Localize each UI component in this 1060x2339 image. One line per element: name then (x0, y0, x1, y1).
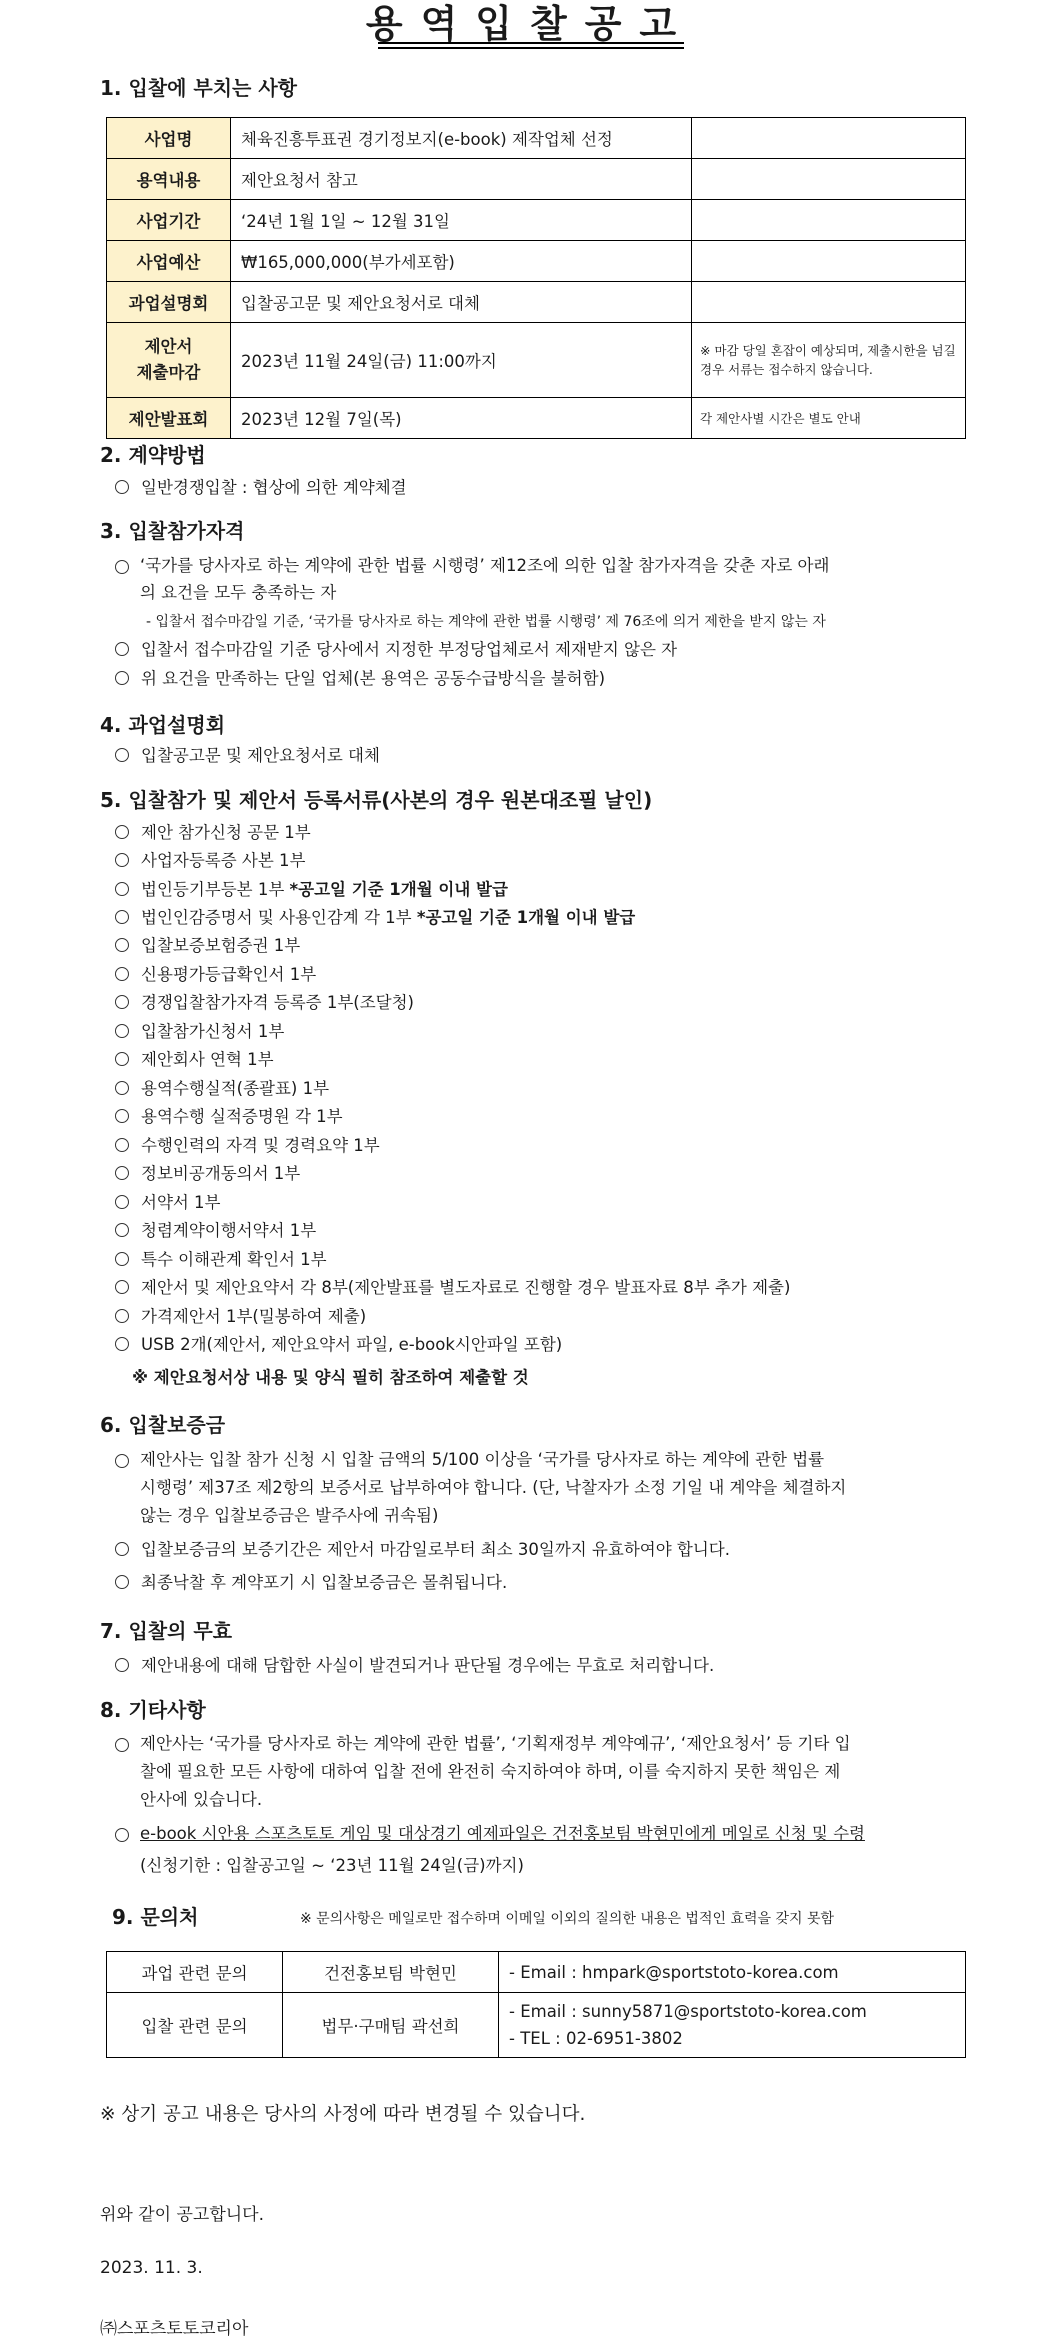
change-notice: ※ 상기 공고 내용은 당사의 사정에 따라 변경될 수 있습니다. (100, 2104, 586, 2125)
section-heading: 6. 입찰보증금 (100, 1413, 226, 1437)
list-item: 위 요건을 만족하는 단일 업체(본 용역은 공동수급방식을 불허함) (115, 665, 605, 693)
table-row (107, 1952, 966, 1993)
title-underline (378, 42, 684, 44)
section-heading: 4. 과업설명회 (100, 713, 226, 737)
list-item: 용역수행실적(종괄표) 1부 (115, 1075, 329, 1103)
contact-person: 법무·구매팀 곽선희 (283, 1993, 499, 2058)
list-item: e-book 시안용 스포츠토토 게임 및 대상경기 예제파일은 건전홍보팀 박현민에게 메일로 신청 및 수령 (140, 1820, 865, 1848)
list-item: 사업자등록증 사본 1부 (115, 847, 305, 875)
row-label: 사업예산 (107, 241, 231, 282)
table-row (107, 241, 966, 282)
list-item: 용역수행 실적증명원 각 1부 (115, 1103, 343, 1131)
table-row (107, 159, 966, 200)
list-item: 입찰서 접수마감일 기준 당사에서 지정한 부정당업체로서 제재받지 않은 자 (115, 636, 677, 664)
list-item: 제안사는 ‘국가를 당사자로 하는 계약에 관한 법률’, ‘기획재정부 계약예규’, ‘제안요청서’ 등 기타 입 (140, 1730, 851, 1758)
table-row (107, 282, 966, 323)
row-label (107, 323, 231, 398)
list-item: 제안회사 연혁 1부 (115, 1046, 274, 1074)
row-value: 2023년 12월 7일(목) (231, 398, 692, 439)
contact-note: ※ 문의사항은 메일로만 접수하며 이메일 이외의 질의한 내용은 법적인 효력을 갖지 못함 (300, 1911, 835, 1927)
row-note (692, 159, 966, 200)
list-item: 정보비공개동의서 1부 (115, 1160, 300, 1188)
table-row (107, 200, 966, 241)
section-heading: 8. 기타사항 (100, 1698, 206, 1722)
row-value: 2023년 11월 24일(금) 11:00까지 (231, 323, 692, 398)
list-item: 신용평가등급확인서 1부 (115, 961, 316, 989)
table-row (107, 398, 966, 439)
list-item (115, 904, 635, 932)
list-item: 입찰보증금의 보증기간은 제안서 마감일로부터 최소 30일까지 유효하여야 합니다. (115, 1536, 730, 1564)
list-item: 수행인력의 자격 및 경력요약 1부 (115, 1132, 380, 1160)
title-underline (378, 47, 684, 49)
list-item: 서약서 1부 (115, 1189, 221, 1217)
list-item (115, 876, 508, 904)
row-value: ₩165,000,000(부가세포함) (231, 241, 692, 282)
row-label: 과업설명회 (107, 282, 231, 323)
section-heading: 2. 계약방법 (100, 443, 206, 467)
contact-email: - Email : hmpark@sportstoto-korea.com (509, 1962, 839, 1982)
list-item: USB 2개(제안서, 제안요약서 파일, e-book시안파일 포함) (115, 1331, 562, 1359)
contact-phone: - TEL : 02-6951-3802 (509, 2029, 683, 2048)
list-item: 입찰보증보험증권 1부 (115, 932, 300, 960)
list-item: 입찰참가신청서 1부 (115, 1018, 284, 1046)
contact-person: 건전홍보팀 박현민 (283, 1952, 499, 1993)
section-heading: 9. 문의처 (112, 1905, 199, 1929)
announce-text: 위와 같이 공고합니다. (100, 2205, 265, 2225)
table-row (107, 323, 966, 398)
list-sub-item: - 입찰서 접수마감일 기준, ‘국가를 당사자로 하는 계약에 관한 법률 시행령’ 제 76조에 의거 제한을 받지 않는 자 (146, 614, 826, 630)
list-item: 특수 이해관계 확인서 1부 (115, 1246, 327, 1274)
row-label: 용역내용 (107, 159, 231, 200)
bid-info-table (106, 117, 966, 439)
item-text: 법인등기부등본 1부 (141, 880, 290, 899)
item-emphasis: *공고일 기준 1개월 이내 발급 (416, 908, 636, 927)
contact-details (499, 1993, 966, 2058)
list-item: 청렴계약이행서약서 1부 (115, 1217, 316, 1245)
list-item: 제안서 및 제안요약서 각 8부(제안발표를 별도자료로 진행할 경우 발표자료 8부 추가 제출) (115, 1274, 790, 1302)
list-item: 제안사는 입찰 참가 신청 시 입찰 금액의 5/100 이상을 ‘국가를 당사자로 하는 계약에 관한 법률 (140, 1446, 824, 1474)
row-label-line: 제출마감 (136, 363, 201, 382)
row-value: 체육진흥투표권 경기정보지(e-book) 제작업체 선정 (231, 118, 692, 159)
contact-type: 과업 관련 문의 (107, 1952, 283, 1993)
row-note (692, 118, 966, 159)
contact-details (499, 1952, 966, 1993)
item-emphasis: *공고일 기준 1개월 이내 발급 (289, 880, 508, 899)
list-item-continuation: 의 요건을 모두 충족하는 자 (140, 583, 337, 602)
list-item: 가격제안서 1부(밀봉하여 제출) (115, 1303, 366, 1331)
list-item-continuation: 않는 경우 입찰보증금은 발주사에 귀속됨) (140, 1506, 439, 1525)
list-item: 제안내용에 대해 담합한 사실이 발견되거나 판단될 경우에는 무효로 처리합니다. (115, 1652, 714, 1680)
submission-note: ※ 제안요청서상 내용 및 양식 필히 참조하여 제출할 것 (132, 1368, 529, 1387)
list-item: 제안 참가신청 공문 1부 (115, 819, 311, 847)
list-item-continuation: 찰에 필요한 모든 사항에 대하여 입찰 전에 완전히 숙지하여야 하며, 이를 숙지하지 못한 책임은 제 (140, 1762, 841, 1781)
row-value: 입찰공고문 및 제안요청서로 대체 (231, 282, 692, 323)
section-heading: 7. 입찰의 무효 (100, 1619, 233, 1643)
row-label: 사업기간 (107, 200, 231, 241)
table-row (107, 118, 966, 159)
row-note: ※ 마감 당일 혼잡이 예상되며, 제출시한을 넘길 경우 서류는 접수하지 않습니다. (692, 323, 966, 398)
list-item: 일반경쟁입찰 : 협상에 의한 계약체결 (115, 474, 407, 502)
row-label: 제안발표회 (107, 398, 231, 439)
row-note (692, 282, 966, 323)
row-note (692, 241, 966, 282)
contact-email: - Email : sunny5871@sportstoto-korea.com (509, 2002, 867, 2021)
announce-date: 2023. 11. 3. (100, 2258, 203, 2278)
section-heading: 5. 입찰참가 및 제안서 등록서류(사본의 경우 원본대조필 날인) (100, 788, 653, 812)
section-heading: 1. 입찰에 부치는 사항 (100, 76, 297, 100)
row-value: ‘24년 1월 1일 ~ 12월 31일 (231, 200, 692, 241)
list-item-continuation: 안사에 있습니다. (140, 1790, 263, 1809)
page-title: 용역입찰공고 (365, 2, 695, 46)
contact-table (106, 1951, 966, 2058)
list-item-continuation: (신청기한 : 입찰공고일 ~ ‘23년 11월 24일(금)까지) (140, 1856, 524, 1875)
row-value: 제안요청서 참고 (231, 159, 692, 200)
row-label-line: 제안서 (144, 337, 193, 356)
section-heading: 3. 입찰참가자격 (100, 519, 245, 543)
item-text: 법인인감증명서 및 사용인감계 각 1부 (141, 908, 417, 927)
row-note (692, 200, 966, 241)
list-item: 경쟁입찰참가자격 등록증 1부(조달청) (115, 989, 414, 1017)
list-item: 최종낙찰 후 계약포기 시 입찰보증금은 몰취됩니다. (115, 1569, 507, 1597)
row-label: 사업명 (107, 118, 231, 159)
company-name: ㈜스포츠토토코리아 (100, 2319, 249, 2339)
list-item: 입찰공고문 및 제안요청서로 대체 (115, 742, 380, 770)
list-item-continuation: 시행령’ 제37조 제2항의 보증서로 납부하여야 합니다. (단, 낙찰자가 소정 기일 내 계약을 체결하지 (140, 1478, 847, 1497)
table-row (107, 1993, 966, 2058)
row-note: 각 제안사별 시간은 별도 안내 (692, 398, 966, 439)
contact-type: 입찰 관련 문의 (107, 1993, 283, 2058)
list-item: ‘국가를 당사자로 하는 계약에 관한 법률 시행령’ 제12조에 의한 입찰 참가자격을 갖춘 자로 아래 (140, 552, 829, 580)
